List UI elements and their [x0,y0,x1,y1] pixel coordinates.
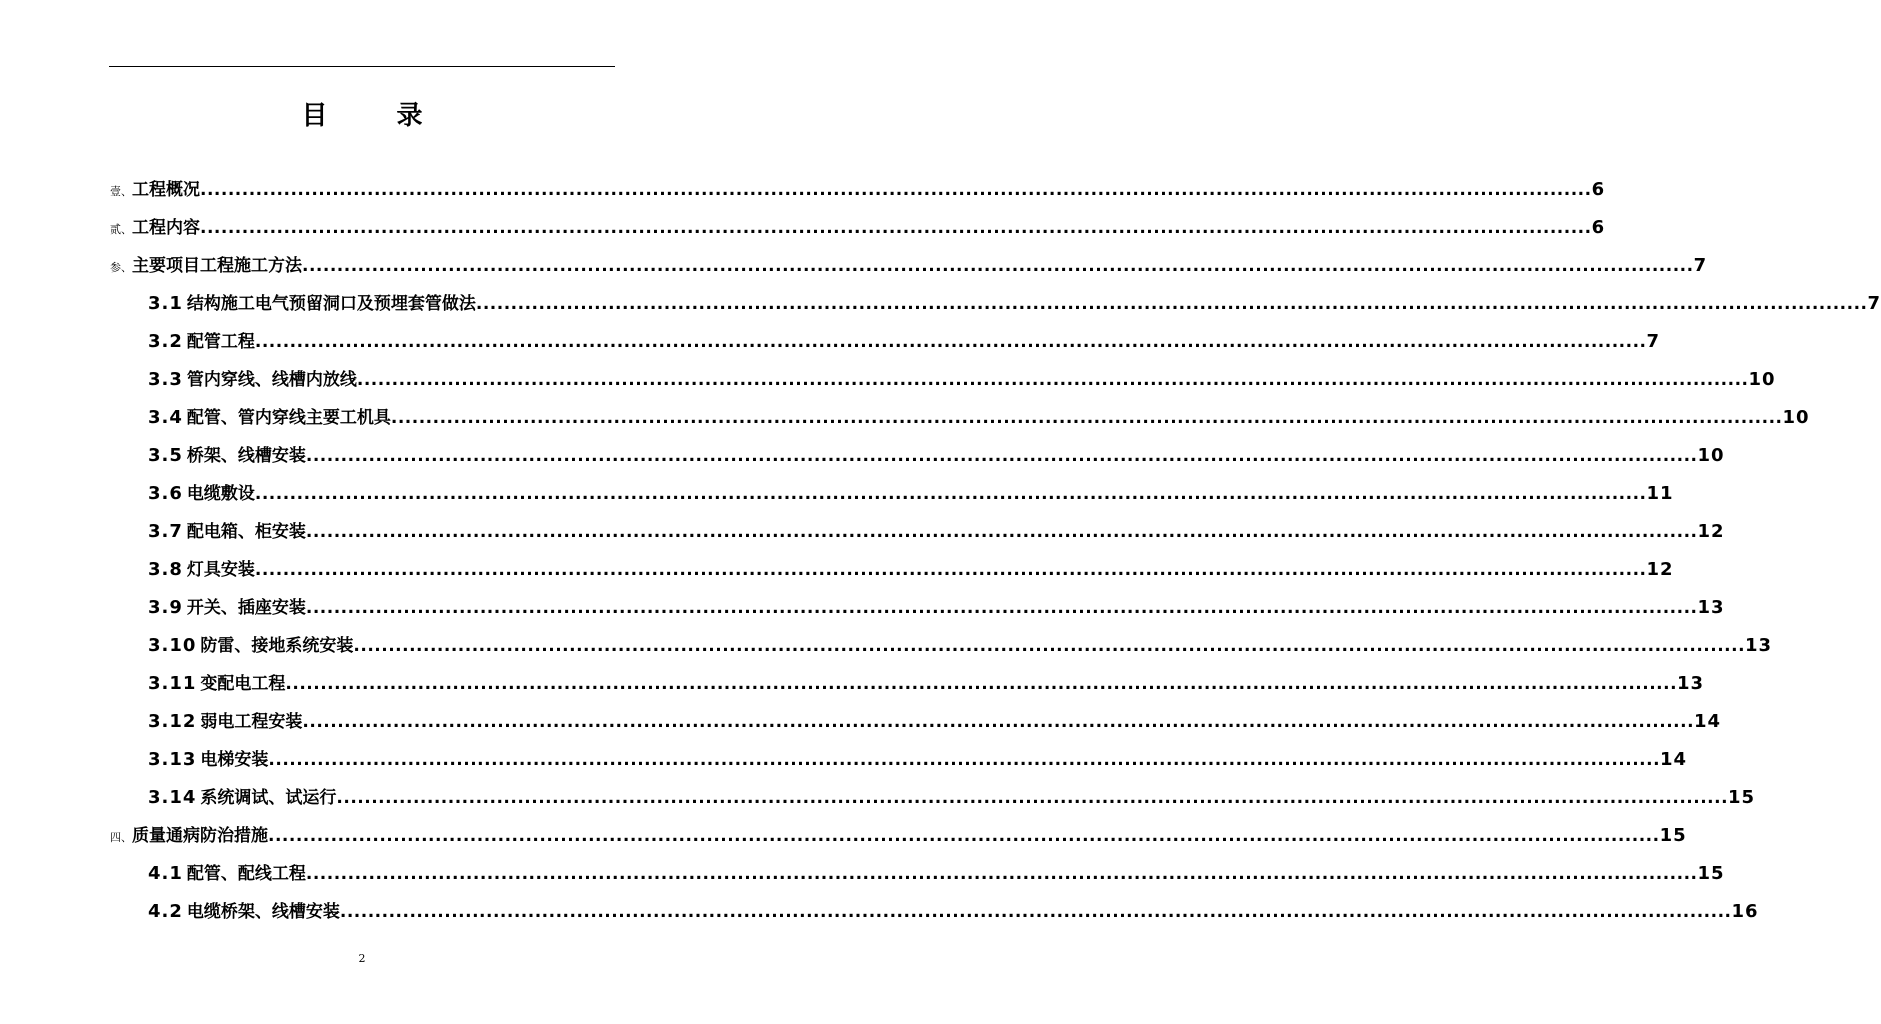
toc-entry-label: 开关、插座安装 [186,598,306,618]
toc-entry-number: 3.4 [148,407,183,428]
toc-dot-leader: ........................................................................................................................................................................................................ [254,332,1647,352]
toc-dot-leader: ........................................................................................................................................................................................................ [336,788,1729,808]
toc-entry-marker: 壹、 [110,185,132,198]
toc-entry-label: 配管、管内穿线主要工机具 [186,408,391,428]
toc-entry-number: 3.6 [148,483,183,504]
page-number: 2 [358,952,366,965]
toc-entry-number: 3.8 [148,559,183,580]
toc-entry-label: 主要项目工程施工方法 [132,256,302,276]
toc-entry-page: 10 [1697,445,1725,466]
toc-entry[interactable] [148,290,1881,318]
toc-entry-label: 质量通病防治措施 [132,826,268,846]
toc-entry-label: 弱电工程安装 [200,712,303,732]
toc-dot-leader: ........................................................................................................................................................................................................ [285,674,1678,694]
toc-entry-page: 14 [1660,749,1688,770]
toc-entry-marker: 参、 [110,261,132,274]
toc-dot-leader: ........................................................................................................................................................................................................ [305,598,1698,618]
toc-entry[interactable] [148,632,1773,660]
toc-entry[interactable] [148,366,1776,394]
toc-entry-marker: 四、 [110,831,132,844]
toc-entry-page: 12 [1697,521,1725,542]
toc-dot-leader: ........................................................................................................................................................................................................ [339,902,1732,922]
toc-entry-number: 4.1 [148,863,183,884]
toc-entry-page: 10 [1748,369,1776,390]
toc-entry-label: 配管、配线工程 [186,864,306,884]
toc-entry[interactable] [148,670,1705,698]
toc-entry-label: 工程内容 [132,218,200,238]
toc-entry-label: 电梯安装 [200,750,269,770]
page-title: 目 录 [301,101,453,131]
toc-entry-label: 配电箱、柜安装 [186,522,306,542]
toc-entry[interactable] [148,594,1725,622]
toc-entry[interactable] [148,746,1688,774]
toc-entry-page: 15 [1697,863,1725,884]
toc-entry-label: 变配电工程 [200,674,286,694]
toc-entry-page: 11 [1646,483,1674,504]
toc-entry-label: 灯具安装 [186,560,255,580]
toc-entry[interactable] [148,860,1725,888]
toc-entry-number: 3.3 [148,369,183,390]
toc-entry-number: 3.13 [148,749,197,770]
toc-entry-page: 13 [1745,635,1773,656]
toc-entry[interactable] [148,480,1674,508]
toc-entry-label: 工程概况 [132,180,200,200]
toc-dot-leader: ........................................................................................................................................................................................................ [302,256,1694,276]
toc-entry-number: 3.12 [148,711,197,732]
toc-entry[interactable] [110,822,1687,850]
toc-entry-page: 6 [1591,217,1606,238]
toc-entry-number: 3.14 [148,787,197,808]
toc-entry[interactable] [148,784,1756,812]
toc-entry-number: 3.7 [148,521,183,542]
toc-dot-leader: ........................................................................................................................................................................................................ [475,294,1868,314]
toc-entry[interactable] [110,252,1708,280]
toc-entry[interactable] [148,556,1674,584]
toc-entry-page: 16 [1731,901,1759,922]
toc-entry-number: 3.5 [148,445,183,466]
toc-entry-label: 管内穿线、线槽内放线 [186,370,357,390]
toc-entry-page: 13 [1677,673,1705,694]
toc-entry[interactable] [110,176,1606,204]
toc-dot-leader: ........................................................................................................................................................................................................ [390,408,1783,428]
toc-entry-label: 配管工程 [186,332,255,352]
toc-entry-page: 7 [1867,293,1881,314]
toc-dot-leader: ........................................................................................................................................................................................................ [302,712,1695,732]
toc-entry-page: 15 [1728,787,1756,808]
toc-entry-number: 3.9 [148,597,183,618]
toc-entry-number: 3.1 [148,293,183,314]
toc-entry[interactable] [148,328,1661,356]
toc-entry[interactable] [148,404,1810,432]
toc-entry[interactable] [148,898,1759,926]
toc-entry-label: 防雷、接地系统安装 [200,636,354,656]
toc-entry-number: 4.2 [148,901,183,922]
toc-entry[interactable] [148,442,1725,470]
toc-entry-page: 13 [1697,597,1725,618]
toc-entry-page: 15 [1659,825,1687,846]
toc-dot-leader: ........................................................................................................................................................................................................ [268,750,1661,770]
toc-entry-page: 14 [1694,711,1722,732]
toc-dot-leader: ........................................................................................................................................................................................................ [254,560,1647,580]
toc-entry-page: 6 [1591,179,1606,200]
toc-entry[interactable] [110,214,1606,242]
toc-entry-page: 10 [1782,407,1810,428]
toc-entry-label: 系统调试、试运行 [200,788,337,808]
toc-dot-leader: ........................................................................................................................................................................................................ [268,826,1660,846]
toc-entry[interactable] [148,518,1725,546]
toc-entry-number: 3.10 [148,635,197,656]
toc-entry-page: 7 [1646,331,1661,352]
toc-entry-page: 7 [1693,255,1708,276]
toc-dot-leader: ........................................................................................................................................................................................................ [200,180,1592,200]
toc-entry-label: 电缆敷设 [186,484,255,504]
toc-dot-leader: ........................................................................................................................................................................................................ [305,446,1698,466]
toc-entry-label: 结构施工电气预留洞口及预埋套管做法 [186,294,476,314]
toc-entry-number: 3.2 [148,331,183,352]
toc-dot-leader: ........................................................................................................................................................................................................ [356,370,1749,390]
toc-entry[interactable] [148,708,1722,736]
toc-entry-label: 电缆桥架、线槽安装 [186,902,340,922]
toc-dot-leader: ........................................................................................................................................................................................................ [305,522,1698,542]
toc-dot-leader: ........................................................................................................................................................................................................ [254,484,1647,504]
toc-entry-number: 3.11 [148,673,197,694]
toc-entry-page: 12 [1646,559,1674,580]
toc-dot-leader: ........................................................................................................................................................................................................ [305,864,1698,884]
toc-dot-leader: ........................................................................................................................................................................................................ [353,636,1746,656]
toc-entry-label: 桥架、线槽安装 [186,446,306,466]
toc-entry-marker: 贰、 [110,223,132,236]
toc-dot-leader: ........................................................................................................................................................................................................ [200,218,1592,238]
